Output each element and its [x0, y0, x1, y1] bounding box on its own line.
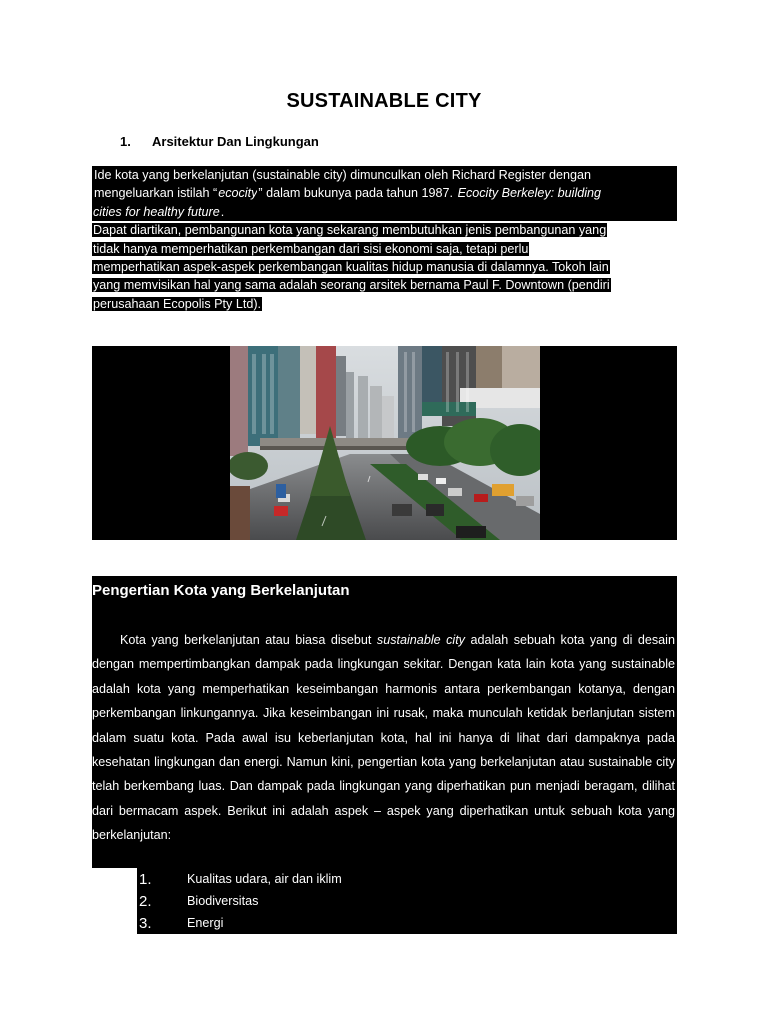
intro-line [92, 295, 677, 313]
intro-text: ” dalam bukunya pada tahun 1987. [258, 186, 457, 201]
intro-line [92, 221, 677, 239]
list-item [137, 868, 677, 890]
intro-line-text [92, 166, 677, 184]
image-frame [92, 346, 677, 540]
intro-text: Dapat diartikan, pembangunan kota yang sekarang membutuhkan jenis pembangunan yang [93, 223, 607, 238]
intro-text: memperhatikan aspek-aspek perkembangan kualitas hidup manusia di dalamnya. Tokoh lain [93, 259, 609, 274]
section-heading-2: Pengertian Kota yang Berkelanjutan [92, 582, 350, 599]
section-heading-text: Arsitektur Dan Lingkungan [152, 134, 319, 149]
book-title: cities for healthy future [93, 204, 220, 219]
list-text: Biodiversitas [187, 894, 259, 908]
intro-line-text [92, 203, 677, 221]
list-number: 3. [139, 914, 152, 932]
list-number: 2. [139, 892, 152, 910]
list-item [137, 890, 677, 912]
book-title: Ecocity Berkeley: building [457, 186, 602, 201]
intro-text: mengeluarkan istilah “ [94, 186, 218, 201]
list-text: Energi [187, 916, 224, 930]
document-title: SUSTAINABLE CITY [286, 90, 482, 112]
paragraph-term: sustainable city [376, 633, 465, 647]
intro-line [92, 166, 677, 184]
list-number: 1. [139, 870, 152, 888]
intro-line [92, 258, 677, 276]
paragraph-text: Kota yang berkelanjutan atau biasa disebut [120, 633, 377, 647]
intro-text: tidak hanya memperhatikan perkembangan dari sisi ekonomi saja, tetapi perlu [93, 241, 529, 256]
section-heading-1 [120, 134, 319, 149]
intro-text: . [220, 204, 225, 219]
definition-paragraph [92, 628, 675, 848]
list-text: Kualitas udara, air dan iklim [187, 872, 342, 886]
paragraph-text: adalah sebuah kota yang di desain dengan mempertimbangkan dampak pada lingkungan sekitar. Dengan kata lain kota yang sustainable adalah kota yang memperhatikan keseimbangan harmonis antara perkembangan kotanya, dengan perkembangan linkungannya. Jika keseimbangan ini rusak, maka munculah ketidak berlanjutan sistem dalam suatu kota. Pada awal isu keberlanjutan kota, hal ini hanya di lihat dari dampaknya pada kesehatan lingkungan dan energi. Namun kini, pengertian kota yang berkelanjutan atau sustainable city telah berkembang luas. Dan dampak pada lingkungan yang diperhatikan pun menjadi beragam, dilihat dari bermacam aspek. Berikut ini adalah aspek – aspek yang diperhatikan untuk sebuah kota yang berkelanjutan: [92, 633, 675, 843]
intro-line [92, 240, 677, 258]
intro-line [92, 184, 677, 202]
intro-line-text [92, 184, 677, 202]
intro-line [92, 203, 677, 221]
city-street-photo [230, 346, 540, 540]
ecocity-term: ecocity [218, 186, 258, 201]
definition-section [92, 576, 677, 868]
intro-text: Ide kota yang berkelanjutan (sustainable city) dimunculkan oleh Richard Register dengan [93, 166, 592, 184]
intro-text: yang memvisikan hal yang sama adalah seorang arsitek bernama Paul F. Downtown (pendiri [93, 278, 610, 293]
intro-paragraph [92, 166, 677, 313]
aspect-list [137, 868, 677, 934]
intro-text: perusahaan Ecopolis Pty Ltd). [93, 296, 262, 311]
intro-line [92, 276, 677, 294]
section-number: 1. [120, 134, 131, 149]
list-item [137, 912, 677, 934]
